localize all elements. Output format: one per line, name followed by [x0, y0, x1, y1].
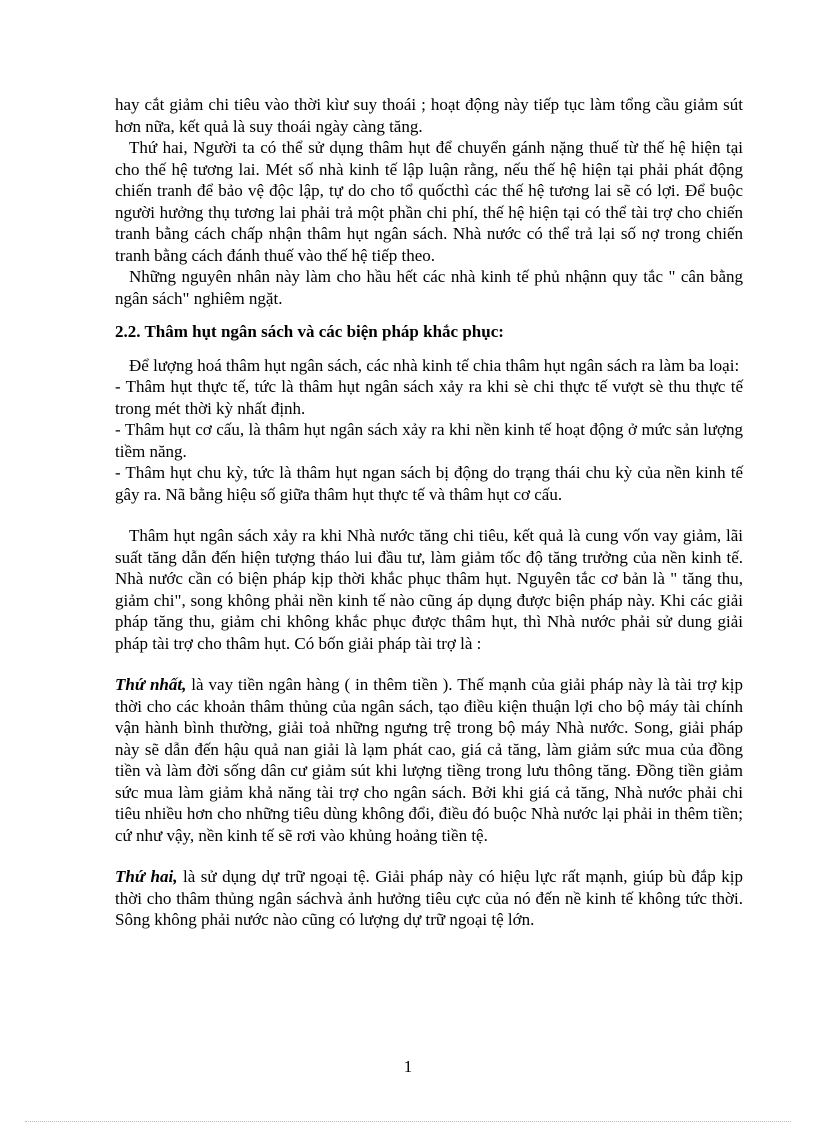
paragraph-6-body: là vay tiền ngân hàng ( in thêm tiền ). Thế mạnh của giải pháp này là tài trợ kịp thời cho các khoản thâm thủng của ngân sách, tạo điều kiện thuận lợi cho bộ máy tài chính vận hành bình thường, giải toả những ngưng trệ trong bộ máy Nhà nước. Song, giải pháp này sẽ dẫn đến hậu quả nan giải là lạm phát cao, giá cả tăng, làm giảm sức mua của đồng tiền và làm đời sống dân cư giảm sút khi lượng tiềng trong lưu thông tăng. Đồng tiền giảm sức mua làm giảm khả năng tài trợ cho ngân sách. Bởi khi giá cả tăng, Nhà nước phải chi tiêu nhiều hơn cho những tiêu dùng không đổi, điều đó buộc Nhà nước lại phải in thêm tiền; cứ như vậy, nền kinh tế sẽ rơi vào khủng hoảng tiền tệ.: [115, 675, 743, 845]
list-item-structural-deficit: - Thâm hụt cơ cấu, là thâm hụt ngân sách xảy ra khi nền kinh tế hoạt động ở mức sản lượng tiềm năng.: [115, 420, 743, 461]
paragraph-4: Để lượng hoá thâm hụt ngân sách, các nhà kinh tế chia thâm hụt ngân sách ra làm ba loại:: [129, 355, 740, 375]
lead-first: Thứ nhất,: [115, 675, 187, 694]
list-item-cyclical-deficit: - Thâm hụt chu kỳ, tức là thâm hụt ngan sách bị động do trạng thái chu kỳ của nền kinh tế gây ra. Nã bằng hiệu số giữa thâm hụt thực tế và thâm hụt cơ cấu.: [115, 463, 743, 504]
section-heading: 2.2. Thâm hụt ngân sách và các biện pháp khắc phục:: [115, 322, 504, 341]
document-page: [115, 94, 743, 931]
paragraph-5: Thâm hụt ngân sách xảy ra khi Nhà nước tăng chi tiêu, kết quả là cung vốn vay giảm, lãi suất tăng dẫn đến hiện tượng tháo lui đầu tư, làm giảm tốc độ tăng trưởng của nền kinh tế. Nhà nước cần có biện pháp kịp thời khắc phục thâm hụt. Nguyên tắc cơ bản là " tăng thu, giảm chi", song không phải nền kinh tế nào cũng áp dụng được biện pháp này. Khi các giải pháp tăng thu, giảm chi không khắc phục được thâm hụt, thì Nhà nước phải sử dung giải pháp tài trợ cho thâm hụt. Có bốn giải pháp tài trợ là :: [115, 526, 743, 653]
paragraph-7-body: là sử dụng dự trữ ngoại tệ. Giải pháp này có hiệu lực rất mạnh, giúp bù đắp kịp thời cho thâm thủng ngân sáchvà ảnh hưởng tiêu cực của nó đến nề kinh tế không tức thời. Sông không phải nước nào cũng có lượng dự trữ ngoại tệ lớn.: [115, 867, 743, 929]
page-number: 1: [403, 1057, 413, 1076]
paragraph-3: Những nguyên nhân này làm cho hầu hết các nhà kinh tế phủ nhậnn quy tắc " cân bằng ngân sách" nghiêm ngặt.: [115, 267, 743, 308]
paragraph-7: [115, 866, 743, 931]
lead-second: Thứ hai,: [115, 867, 178, 886]
paragraph-6: [115, 674, 743, 846]
paragraph-1: hay cắt giảm chi tiêu vào thời kìư suy thoái ; hoạt động này tiếp tục làm tổng cầu giảm sút hơn nữa, kết quả là suy thoái ngày càng tăng.: [115, 95, 743, 136]
paragraph-2: Thứ hai, Người ta có thể sử dụng thâm hụt để chuyển gánh nặng thuế từ thế hệ hiện tại cho thế hệ tương lai. Mét số nhà kinh tế lập luận rằng, nếu thế hệ hiện tại phải phát động chiến tranh để bảo vệ độc lập, tự do cho tổ quốcthì các thế hệ tương lai sẽ có lợi. Để buộc người hưởng thụ tương lai phải trả một phần chi phí, thế hệ hiện tại có thể tài trợ cho chiến tranh bằng cách chấp nhận thâm hụt ngân sách. Nhà nước có thể trả lại số nợ trong chiến tranh bằng cách đánh thuế vào thế hệ tiếp theo.: [115, 138, 743, 265]
list-item-actual-deficit: - Thâm hụt thực tế, tức là thâm hụt ngân sách xảy ra khi sè chi thực tế vượt sè thu thực tế trong mét thời kỳ nhất định.: [115, 377, 743, 418]
page-break-line: [25, 1121, 791, 1122]
